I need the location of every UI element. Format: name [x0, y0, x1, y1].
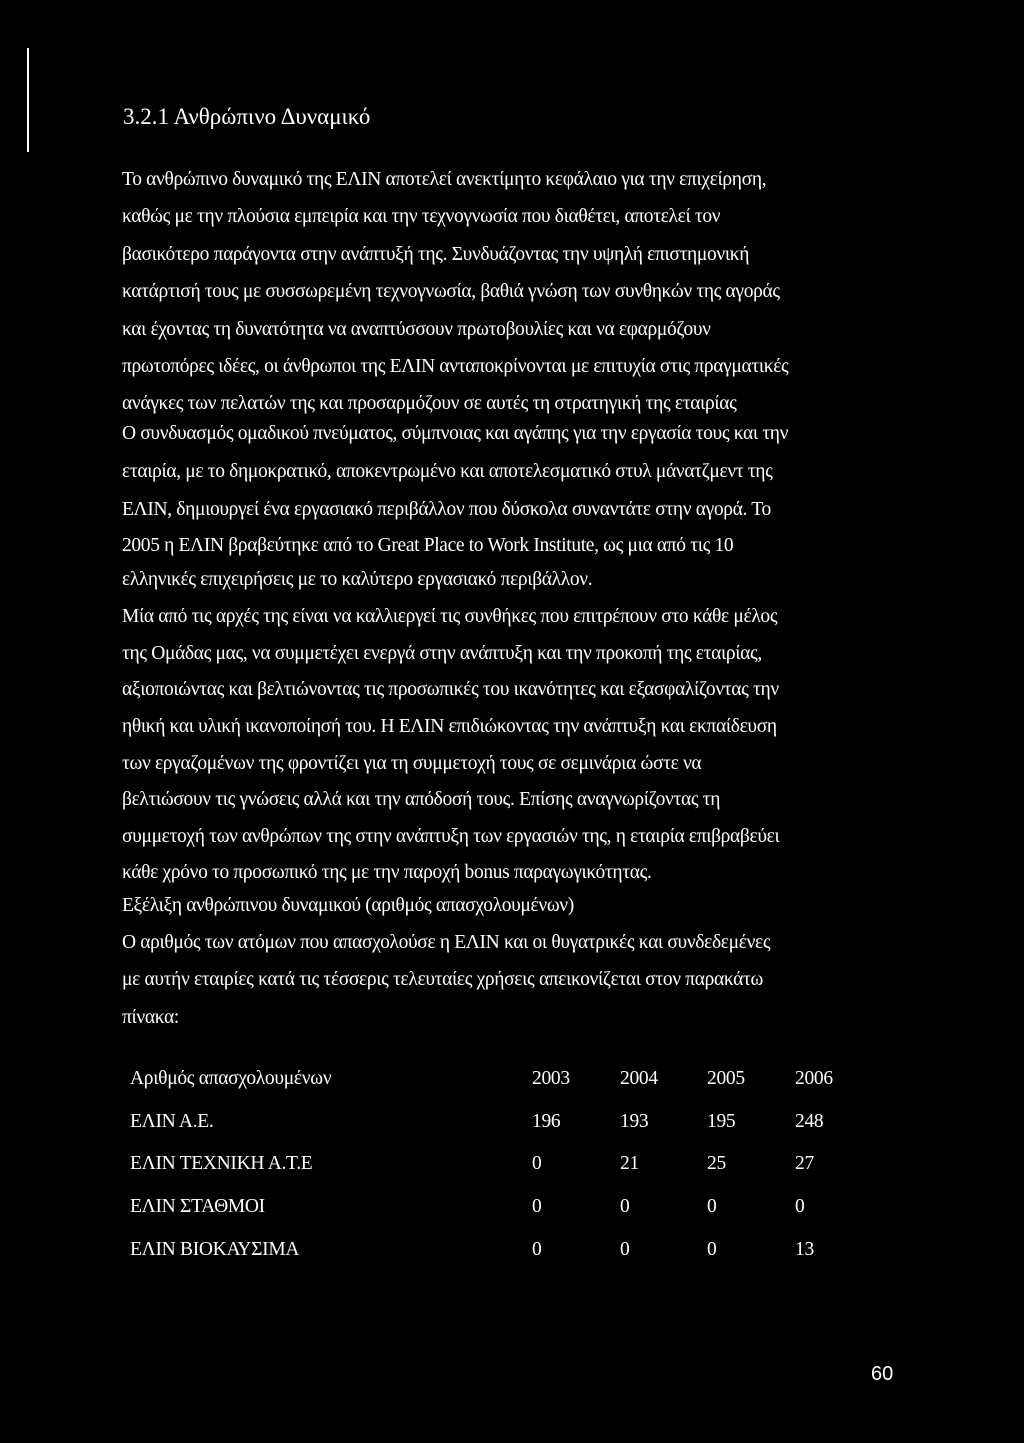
text-line: Ο συνδυασμός ομαδικού πνεύματος, σύμπνοιας και αγάπης για την εργασία τους και την	[122, 423, 789, 444]
table-cell: 248	[795, 1110, 824, 1132]
table-cell: 25	[707, 1153, 726, 1175]
text-line: ανάγκες των πελατών της και προσαρμόζουν σε αυτές τη στρατηγική της εταιρίας	[122, 393, 737, 414]
table-header-cell: Αριθμός απασχολουμένων	[130, 1068, 332, 1089]
text-line: καθώς με την πλούσια εμπειρία και την τεχνογνωσία που διαθέτει, αποτελεί τον	[122, 206, 721, 227]
table-cell: ΕΛΙΝ ΤΕΧΝΙΚΗ Α.Τ.Ε	[130, 1153, 313, 1175]
table-cell: 27	[795, 1153, 814, 1175]
table-header-cell: 2003	[532, 1068, 570, 1089]
text-line: κάθε χρόνο το προσωπικό της με την παροχή bonus παραγωγικότητας.	[122, 862, 652, 883]
text-line: Το ανθρώπινο δυναμικό της ΕΛΙΝ αποτελεί ανεκτίμητο κεφάλαιο για την επιχείρηση,	[122, 169, 767, 190]
text-line: Ο αριθμός των ατόμων που απασχολούσε η ΕΛΙΝ και οι θυγατρικές και συνδεδεμένες	[122, 932, 771, 953]
table-cell: ΕΛΙΝ Α.Ε.	[130, 1110, 214, 1132]
text-line: και έχοντας τη δυνατότητα να αναπτύσσουν πρωτοβουλίες και να εφαρμόζουν	[122, 319, 711, 340]
scan-edge-line	[27, 48, 29, 152]
text-line: 2005 η ΕΛΙΝ βραβεύτηκε από το Great Place to Work Institute, ως μια από τις 10	[122, 535, 734, 556]
table-cell: 0	[532, 1238, 542, 1260]
text-line: πρωτοπόρες ιδέες, οι άνθρωποι της ΕΛΙΝ ανταποκρίνονται με επιτυχία στις πραγματικές	[122, 356, 789, 377]
table-cell: ΕΛΙΝ ΣΤΑΘΜΟΙ	[130, 1196, 265, 1218]
table-header-cell: 2006	[795, 1068, 833, 1089]
table-cell: 21	[620, 1153, 639, 1175]
text-line: Εξέλιξη ανθρώπινου δυναμικού (αριθμός απασχολουμένων)	[122, 895, 574, 916]
table-cell: 0	[620, 1238, 630, 1260]
table-cell: 0	[532, 1196, 542, 1218]
page-number: 60	[871, 1363, 894, 1385]
text-line: ηθική και υλική ικανοποίησή του. Η ΕΛΙΝ επιδιώκοντας την ανάπτυξη και εκπαίδευση	[122, 716, 777, 737]
text-line: πίνακα:	[122, 1007, 179, 1028]
text-line: των εργαζομένων της φροντίζει για τη συμμετοχή τους σε σεμινάρια ώστε να	[122, 753, 702, 774]
table-header-cell: 2005	[707, 1068, 745, 1089]
text-line: βασικότερο παράγοντα στην ανάπτυξή της. Συνδυάζοντας την υψηλή επιστημονική	[122, 244, 750, 265]
text-line: με αυτήν εταιρίες κατά τις τέσσερις τελευταίες χρήσεις απεικονίζεται στον παρακάτω	[122, 969, 763, 990]
table-cell: 0	[795, 1196, 805, 1218]
table-header-cell: 2004	[620, 1068, 658, 1089]
table-cell: 13	[795, 1238, 814, 1260]
text-line: ΕΛΙΝ, δημιουργεί ένα εργασιακό περιβάλλον που δύσκολα συναντάτε στην αγορά. Το	[122, 499, 771, 520]
text-line: εταιρία, με το δημοκρατικό, αποκεντρωμένο και αποτελεσματικό στυλ μάνατζμεντ της	[122, 461, 773, 482]
table-cell: 0	[707, 1196, 717, 1218]
text-line: αξιοποιώντας και βελτιώνοντας τις προσωπικές του ικανότητες και εξασφαλίζοντας την	[122, 679, 779, 700]
table-cell: 196	[532, 1110, 561, 1132]
text-line: της Ομάδας μας, να συμμετέχει ενεργά στην ανάπτυξη και την προκοπή της εταιρίας,	[122, 643, 762, 664]
table-cell: 193	[620, 1110, 649, 1132]
text-line: συμμετοχή των ανθρώπων της στην ανάπτυξη των εργασιών της, η εταιρία επιβραβεύει	[122, 826, 780, 847]
text-line: κατάρτισή τους με συσσωρεμένη τεχνογνωσία, βαθιά γνώση των συνθηκών της αγοράς	[122, 281, 780, 302]
text-line: βελτιώσουν τις γνώσεις αλλά και την απόδοσή τους. Επίσης αναγνωρίζοντας τη	[122, 789, 721, 810]
table-cell: 0	[707, 1238, 717, 1260]
section-heading: 3.2.1 Ανθρώπινο Δυναμικό	[123, 104, 371, 129]
text-line: Μία από τις αρχές της είναι να καλλιεργεί τις συνθήκες που επιτρέπουν στο κάθε μέλος	[122, 606, 778, 627]
text-line: ελληνικές επιχειρήσεις με το καλύτερο εργασιακό περιβάλλον.	[122, 569, 593, 590]
table-cell: 0	[620, 1196, 630, 1218]
table-cell: 0	[532, 1153, 542, 1175]
table-cell: 195	[707, 1110, 736, 1132]
table-cell: ΕΛΙΝ ΒΙΟΚΑΥΣΙΜΑ	[130, 1238, 300, 1260]
